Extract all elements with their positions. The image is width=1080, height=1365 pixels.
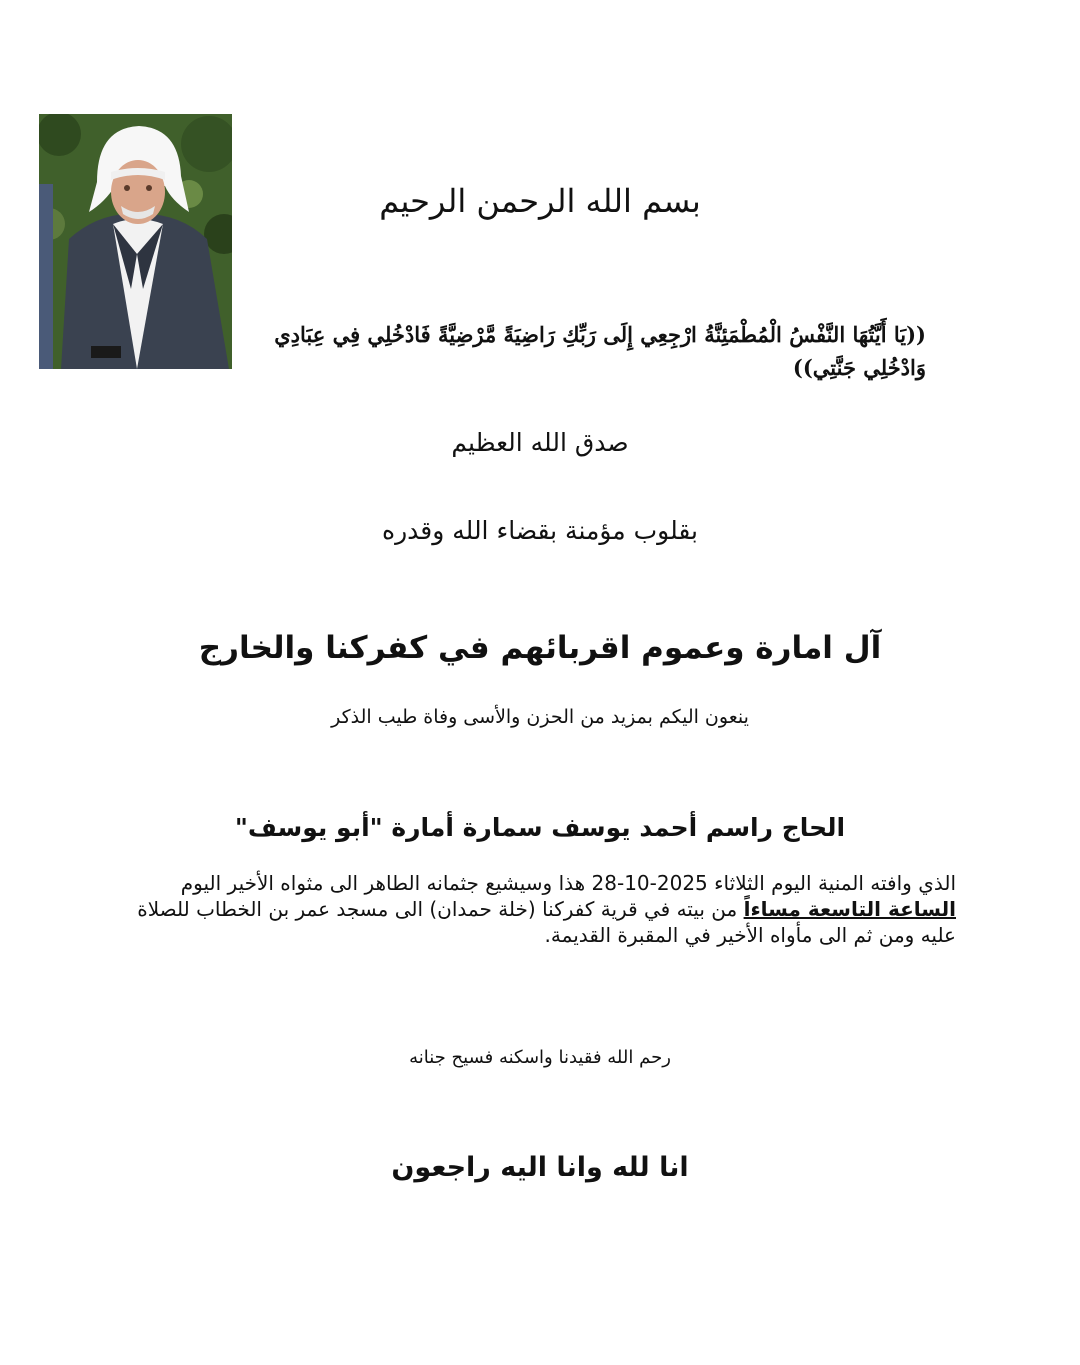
funeral-details-text-1: الذي وافته المنية اليوم الثلاثاء 2025-10-28 هذا وسيشيع جثمانه الطاهر الى مثواه الأخير اليوم [180, 871, 956, 895]
funeral-time: الساعة التاسعة مساءاً [743, 897, 956, 921]
funeral-details-text-2: من بيته في قرية كفركنا (خلة حمدان) الى مسجد عمر بن الخطاب للصلاة عليه ومن ثم الى مأواه الأخير في المقبرة القديمة. [137, 897, 956, 947]
closing-phrase: انا لله وانا اليه راجعون [391, 1152, 689, 1183]
portrait-image [39, 114, 232, 369]
funeral-details [120, 870, 956, 948]
portrait-photo [39, 114, 232, 369]
faith-statement: بقلوب مؤمنة بقضاء الله وقدره [382, 516, 698, 545]
basmala-heading: بسم الله الرحمن الرحيم [379, 182, 701, 220]
mercy-prayer: رحم الله فقيدنا واسكنه فسيح جنانه [409, 1047, 671, 1068]
verse-closing: صدق الله العظيم [451, 428, 629, 457]
family-heading: آل امارة وعموم اقربائهم في كفركنا والخارج [198, 630, 882, 666]
deceased-name: الحاج راسم أحمد يوسف سمارة أمارة "أبو يوسف" [234, 813, 846, 842]
mourning-announcement: ينعون اليكم بمزيد من الحزن والأسى وفاة طيب الذكر [331, 706, 749, 728]
quran-verse: ((يَا أَيَّتُهَا النَّفْسُ الْمُطْمَئِنَّةُ ارْجِعِي إِلَى رَبِّكِ رَاضِيَةً مَّرْضِيَّةً فَادْخُلِي فِي عِبَادِي وَادْخُلِي جَنَّتِي)) [274, 322, 926, 380]
